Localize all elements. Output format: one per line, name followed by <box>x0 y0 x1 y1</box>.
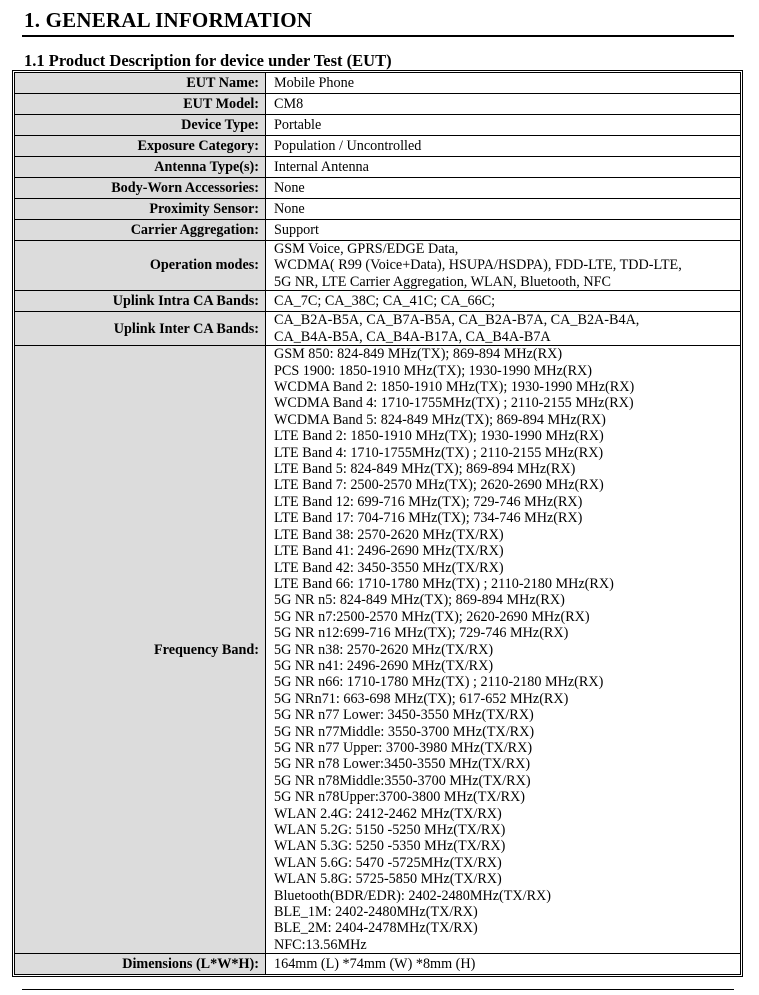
value-line: 5G NR n5: 824-849 MHz(TX); 869-894 MHz(RX) <box>274 592 565 609</box>
table-row <box>15 73 741 94</box>
table-row <box>15 157 741 178</box>
value-line: 5G NR n41: 2496-2690 MHz(TX/RX) <box>274 657 494 674</box>
value-line: WCDMA Band 5: 824-849 MHz(TX); 869-894 MHz(RX) <box>274 411 606 428</box>
value-line: Support <box>274 221 319 238</box>
value-line: 5G NR, LTE Carrier Aggregation, WLAN, Bluetooth, NFC <box>274 273 611 290</box>
row-label: EUT Name: <box>15 73 266 94</box>
value-line: 5G NR n77 Upper: 3700-3980 MHz(TX/RX) <box>274 739 533 756</box>
row-value <box>266 291 741 312</box>
row-label: Device Type: <box>15 115 266 136</box>
table-row <box>15 178 741 199</box>
row-value <box>266 94 741 115</box>
value-line: 5G NR n78 Lower:3450-3550 MHz(TX/RX) <box>274 756 531 773</box>
table-row <box>15 115 741 136</box>
value-line: LTE Band 42: 3450-3550 MHz(TX/RX) <box>274 559 504 576</box>
value-line: Bluetooth(BDR/EDR): 2402-2480MHz(TX/RX) <box>274 887 552 904</box>
value-line: 164mm (L) *74mm (W) *8mm (H) <box>274 956 476 973</box>
value-line: LTE Band 41: 2496-2690 MHz(TX/RX) <box>274 543 504 560</box>
value-line: BLE_1M: 2402-2480MHz(TX/RX) <box>274 904 478 921</box>
row-value <box>266 346 741 954</box>
row-label: Frequency Band: <box>15 346 266 954</box>
value-line: LTE Band 17: 704-716 MHz(TX); 734-746 MHz(RX) <box>274 510 583 527</box>
eut-table-body <box>15 73 741 975</box>
value-line: 5G NR n77Middle: 3550-3700 MHz(TX/RX) <box>274 723 535 740</box>
row-label: Uplink Intra CA Bands: <box>15 291 266 312</box>
value-line: WCDMA Band 2: 1850-1910 MHz(TX); 1930-1990 MHz(RX) <box>274 379 635 396</box>
value-line: LTE Band 2: 1850-1910 MHz(TX); 1930-1990 MHz(RX) <box>274 428 604 445</box>
value-line: WLAN 5.3G: 5250 -5350 MHz(TX/RX) <box>274 838 506 855</box>
row-value <box>266 136 741 157</box>
value-line: WCDMA Band 4: 1710-1755MHz(TX) ; 2110-2155 MHz(RX) <box>274 395 634 412</box>
value-line: 5G NR n38: 2570-2620 MHz(TX/RX) <box>274 641 494 658</box>
table-row <box>15 136 741 157</box>
value-line: 5G NRn71: 663-698 MHz(TX); 617-652 MHz(RX) <box>274 690 569 707</box>
row-label: Exposure Category: <box>15 136 266 157</box>
value-line: GSM 850: 824-849 MHz(TX); 869-894 MHz(RX) <box>274 346 563 363</box>
value-line: CA_B2A-B5A, CA_B7A-B5A, CA_B2A-B7A, CA_B2A-B4A, <box>274 312 640 329</box>
row-value <box>266 220 741 241</box>
value-line: NFC:13.56MHz <box>274 936 367 953</box>
row-label: Antenna Type(s): <box>15 157 266 178</box>
value-line: WLAN 5.2G: 5150 -5250 MHz(TX/RX) <box>274 822 506 838</box>
value-line: 5G NR n78Middle:3550-3700 MHz(TX/RX) <box>274 772 531 789</box>
value-line: WLAN 2.4G: 2412-2462 MHz(TX/RX) <box>274 805 502 822</box>
row-label: Operation modes: <box>15 241 266 291</box>
table-row <box>15 312 741 346</box>
table-row <box>15 94 741 115</box>
table-row <box>15 199 741 220</box>
row-label: Body-Worn Accessories: <box>15 178 266 199</box>
value-line: LTE Band 38: 2570-2620 MHz(TX/RX) <box>274 526 504 543</box>
value-line: 5G NR n78Upper:3700-3800 MHz(TX/RX) <box>274 789 526 806</box>
table-row <box>15 241 741 291</box>
value-line: WLAN 5.6G: 5470 -5725MHz(TX/RX) <box>274 854 502 871</box>
value-line: 5G NR n12:699-716 MHz(TX); 729-746 MHz(RX) <box>274 625 569 642</box>
value-line: WLAN 5.8G: 5725-5850 MHz(TX/RX) <box>274 871 502 888</box>
row-value <box>266 199 741 220</box>
subsection-heading: 1.1 Product Description for device under Test (EUT) <box>24 51 392 70</box>
row-label: Uplink Inter CA Bands: <box>15 312 266 346</box>
value-line: BLE_2M: 2404-2478MHz(TX/RX) <box>274 920 478 937</box>
table-row <box>15 291 741 312</box>
row-label: Dimensions (L*W*H): <box>15 954 266 975</box>
value-line: CA_B4A-B5A, CA_B4A-B17A, CA_B4A-B7A <box>274 328 551 345</box>
value-line: Internal Antenna <box>274 158 369 175</box>
table-row <box>15 954 741 975</box>
value-line: Portable <box>274 116 322 133</box>
eut-description-table <box>14 72 741 975</box>
value-line: PCS 1900: 1850-1910 MHz(TX); 1930-1990 MHz(RX) <box>274 362 593 379</box>
row-label: Carrier Aggregation: <box>15 220 266 241</box>
table-row <box>15 346 741 954</box>
row-value <box>266 312 741 346</box>
row-value <box>266 73 741 94</box>
value-line: Mobile Phone <box>274 74 354 91</box>
value-line: LTE Band 66: 1710-1780 MHz(TX) ; 2110-2180 MHz(RX) <box>274 575 614 592</box>
section-heading: 1. GENERAL INFORMATION <box>24 8 313 32</box>
value-line: LTE Band 5: 824-849 MHz(TX); 869-894 MHz(RX) <box>274 461 576 478</box>
eut-table-frame <box>12 70 743 977</box>
row-value <box>266 157 741 178</box>
value-line: 5G NR n77 Lower: 3450-3550 MHz(TX/RX) <box>274 707 534 724</box>
value-line: GSM Voice, GPRS/EDGE Data, <box>274 241 459 257</box>
row-label: Proximity Sensor: <box>15 199 266 220</box>
row-value <box>266 115 741 136</box>
value-line: CM8 <box>274 95 304 112</box>
value-line: LTE Band 12: 699-716 MHz(TX); 729-746 MHz(RX) <box>274 493 583 510</box>
heading-rule <box>22 35 734 37</box>
row-label: EUT Model: <box>15 94 266 115</box>
value-line: None <box>274 200 305 217</box>
value-line: WCDMA( R99 (Voice+Data), HSUPA/HSDPA), FDD-LTE, TDD-LTE, <box>274 257 682 274</box>
row-value <box>266 241 741 291</box>
value-line: 5G NR n7:2500-2570 MHz(TX); 2620-2690 MHz(RX) <box>274 608 590 625</box>
value-line: CA_7C; CA_38C; CA_41C; CA_66C; <box>274 293 496 310</box>
value-line: LTE Band 7: 2500-2570 MHz(TX); 2620-2690 MHz(RX) <box>274 477 604 494</box>
value-line: 5G NR n66: 1710-1780 MHz(TX) ; 2110-2180 MHz(RX) <box>274 674 604 691</box>
row-value <box>266 178 741 199</box>
row-value <box>266 954 741 975</box>
value-line: LTE Band 4: 1710-1755MHz(TX) ; 2110-2155 MHz(RX) <box>274 444 604 461</box>
value-line: None <box>274 179 305 196</box>
footer-rule <box>22 989 734 990</box>
value-line: Population / Uncontrolled <box>274 137 422 154</box>
table-row <box>15 220 741 241</box>
